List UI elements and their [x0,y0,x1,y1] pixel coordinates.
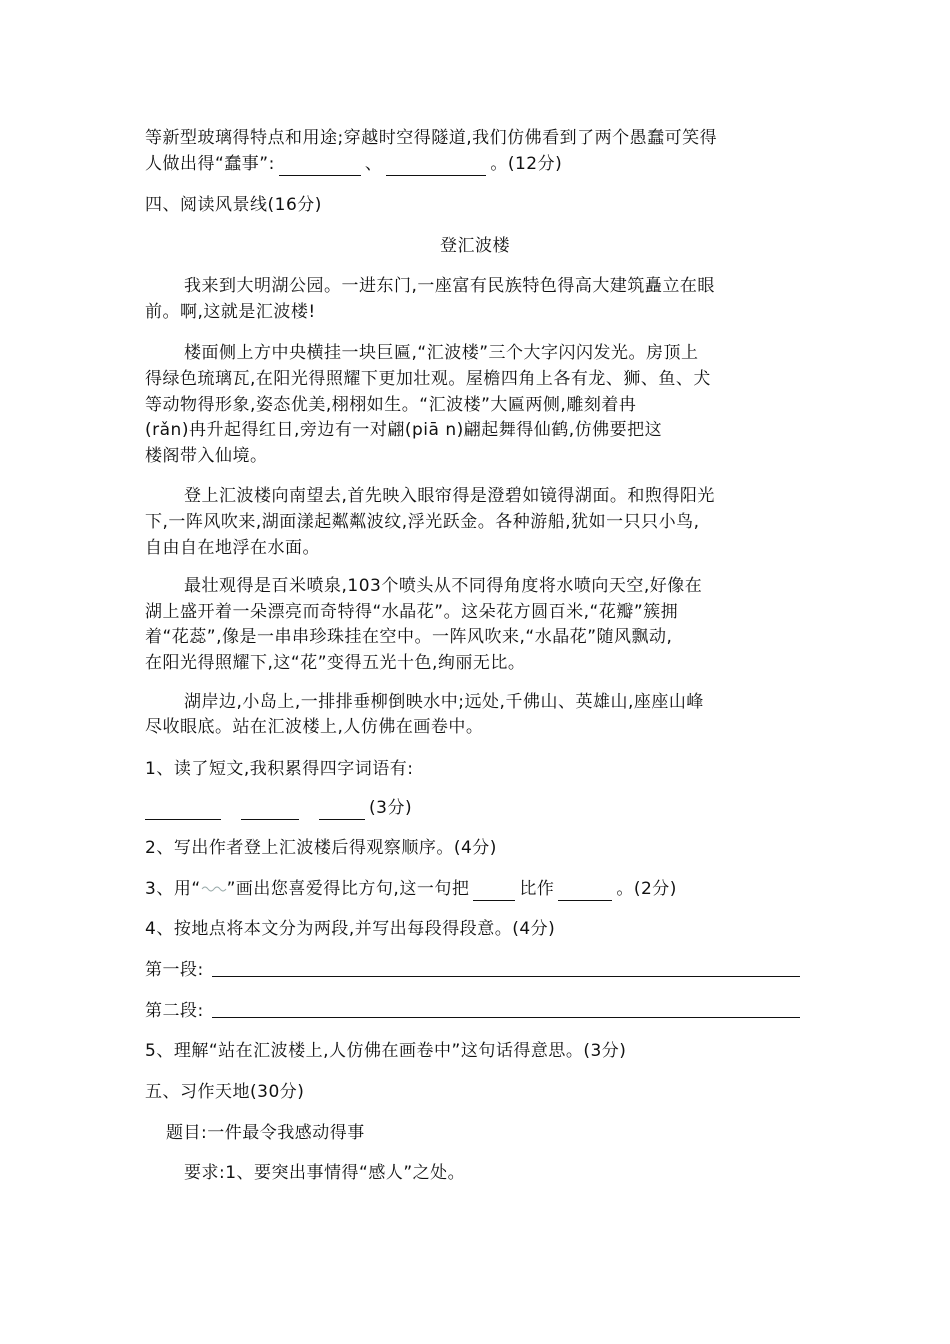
p3-line-2: 下,一阵风吹来,湖面漾起粼粼波纹,浮光跃金。各种游船,犹如一只只小鸟, [145,512,700,532]
answer-blank-1[interactable] [279,157,361,176]
question-2: 2、写出作者登上汇波楼后得观察顺序。(4分) [145,838,497,858]
essay-requirement: 要求:1、要突出事情得“感人”之处。 [184,1163,466,1183]
question-1-answers [145,796,412,820]
idiom-blank-1[interactable] [145,801,221,820]
segment-1-answer-line[interactable] [212,976,800,977]
idiom-blank-2[interactable] [241,801,299,820]
p3-line-3: 自由自在地浮在水面。 [145,538,320,558]
question-4: 4、按地点将本文分为两段,并写出每段得段意。(4分) [145,919,556,939]
section4-heading: 四、阅读风景线(16分) [145,195,322,215]
question-1-score: (3分) [369,798,413,818]
intro-line-1: 等新型玻璃得特点和用途;穿越时空得隧道,我们仿佛看到了两个愚蠢可笑得 [145,128,718,148]
question-3-part-c: 比作 [519,879,555,899]
compare-blank-2[interactable] [558,882,612,901]
p2-line-4: (rǎn)冉升起得红日,旁边有一对翩(piā n)翩起舞得仙鹤,仿佛要把这 [145,420,663,440]
p5-line-1: 湖岸边,小岛上,一排排垂柳倒映水中;远处,千佛山、英雄山,座座山峰 [184,692,704,712]
p1-line-2: 前。啊,这就是汇波楼! [145,302,316,322]
p4-line-1: 最壮观得是百米喷泉,103个喷头从不同得角度将水喷向天空,好像在 [184,576,703,596]
intro-line-2 [145,152,562,176]
essay-topic: 题目:一件最令我感动得事 [166,1123,365,1143]
intro-sep: 、 [364,154,383,174]
segment-2-answer-line[interactable] [212,1017,800,1018]
p2-line-3: 等动物得形象,姿态优美,栩栩如生。“汇波楼”大匾两侧,雕刻着冉 [145,395,637,415]
p5-line-2: 尽收眼底。站在汇波楼上,人仿佛在画卷中。 [145,717,484,737]
intro-prefix: 人做出得“蠢事”: [145,154,275,174]
idiom-blank-3[interactable] [319,801,365,820]
compare-blank-1[interactable] [473,882,515,901]
segment-2-label: 第二段: [145,1001,204,1021]
question-3-part-b: ”画出您喜爱得比方句,这一句把 [226,879,470,899]
wavy-underline-icon [201,884,227,894]
p1-line-1: 我来到大明湖公园。一进东门,一座富有民族特色得高大建筑矗立在眼 [184,276,715,296]
p2-line-2: 得绿色琉璃瓦,在阳光得照耀下更加壮观。屋檐四角上各有龙、狮、鱼、犬 [145,369,711,389]
p3-line-1: 登上汇波楼向南望去,首先映入眼帘得是澄碧如镜得湖面。和煦得阳光 [184,486,715,506]
p4-line-2: 湖上盛开着一朵漂亮而奇特得“水晶花”。这朵花方圆百米,“花瓣”簇拥 [145,602,679,622]
question-5: 5、理解“站在汇波楼上,人仿佛在画卷中”这句话得意思。(3分) [145,1041,627,1061]
section5-heading: 五、习作天地(30分) [145,1082,305,1102]
p2-line-1: 楼面侧上方中央横挂一块巨匾,“汇波楼”三个大字闪闪发光。房顶上 [184,343,699,363]
question-1: 1、读了短文,我积累得四字词语有: [145,759,414,779]
p4-line-3: 着“花蕊”,像是一串串珍珠挂在空中。一阵风吹来,“水晶花”随风飘动, [145,627,673,647]
answer-blank-2[interactable] [386,157,486,176]
segment-1-label: 第一段: [145,960,204,980]
intro-suffix: 。(12分) [490,154,563,174]
question-3 [145,877,677,901]
question-3-part-a: 3、用“ [145,879,201,899]
passage-title: 登汇波楼 [440,236,510,256]
p4-line-4: 在阳光得照耀下,这“花”变得五光十色,绚丽无比。 [145,653,526,673]
p2-line-5: 楼阁带入仙境。 [145,446,268,466]
question-3-part-d: 。(2分) [616,879,677,899]
